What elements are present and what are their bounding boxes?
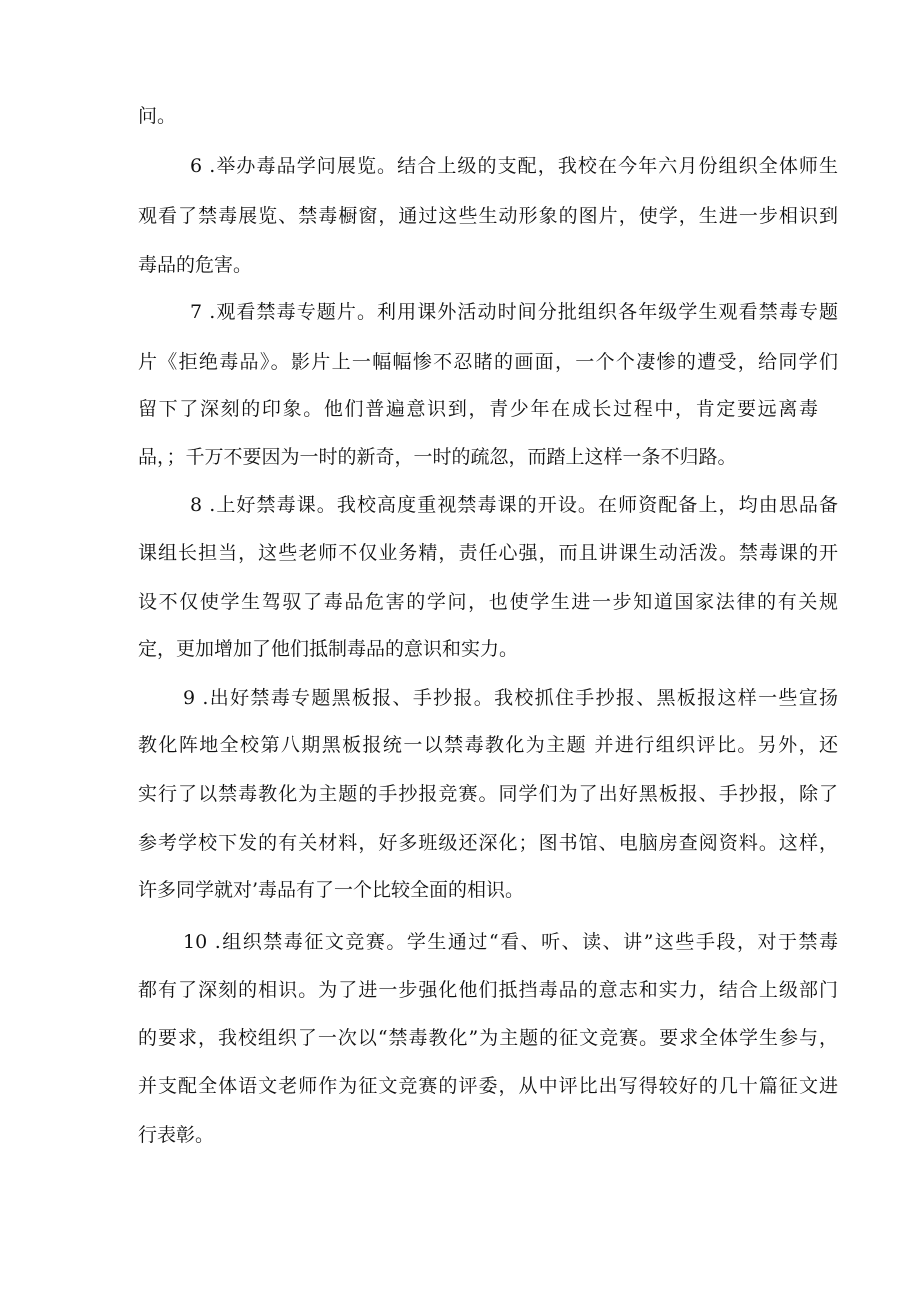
paragraph-8-line-3: 设不仅使学生驾驭了毒品危害的学问，也使学生进一步知道国家法律的有关规 <box>138 591 838 613</box>
paragraph-7-line-3: 留下了深刻的印象。他们普遍意识到，青少年在成长过程中，肯定要远离毒 <box>138 398 818 420</box>
paragraph-8-line-1: 8 .上好禁毒课。我校高度重视禁毒课的开设。在师资配备上，均由思品备 <box>190 494 838 516</box>
paragraph-9-line-5: 许多同学就对’毒品有了一个比较全面的相识。 <box>138 879 525 901</box>
paragraph-9-line-3: 实行了以禁毒教化为主题的手抄报竞赛。同学们为了出好黑板报、手抄报，除了 <box>138 783 838 805</box>
paragraph-6-line-2: 观看了禁毒展览、禁毒橱窗，通过这些生动形象的图片，使学，生进一步相识到 <box>138 205 838 227</box>
paragraph-7-line-2: 片《拒绝毒品》。影片上一幅幅惨不忍睹的画面，一个个凄惨的遭受，给同学们 <box>138 351 838 373</box>
paragraph-6-line-1: 6 .举办毒品学问展览。结合上级的支配，我校在今年六月份组织全体师生 <box>190 155 838 177</box>
paragraph-10-line-4: 并支配全体语文老师作为征文竞赛的评委，从中评比出写得较好的几十篇征文进 <box>138 1075 838 1097</box>
paragraph-9-line-4: 参考学校下发的有关材料，好多班级还深化；图书馆、电脑房查阅资料。这样， <box>138 832 838 854</box>
paragraph-10-line-3: 的要求，我校组织了一次以“禁毒教化”为主题的征文竞赛。要求全体学生参与， <box>138 1027 838 1049</box>
paragraph-6-line-3: 毒品的危害。 <box>138 254 253 276</box>
paragraph-10-line-1: 10 .组织禁毒征文竞赛。学生通过“看、听、读、讲”这些手段，对于禁毒 <box>183 931 838 953</box>
paragraph-8-line-4: 定，更加增加了他们抵制毒品的意识和实力。 <box>138 638 519 660</box>
paragraph-9-line-2: 教化阵地全校第八期黑板报统一以禁毒教化为主题 并进行组织评比。另外，还 <box>138 734 838 756</box>
paragraph-7-line-4: 品，；千万不要因为一时的新奇，一时的疏忽，而踏上这样一条不归路。 <box>138 446 737 468</box>
paragraph-9-line-1: 9 .出好禁毒专题黑板报、手抄报。我校抓住手抄报、黑板报这样一些宣扬 <box>183 687 838 709</box>
paragraph-10-line-2: 都有了深刻的相识。为了进一步强化他们抵挡毒品的意志和实力，结合上级部门 <box>138 979 838 1001</box>
paragraph-7-line-1: 7 .观看禁毒专题片。利用课外活动时间分批组织各年级学生观看禁毒专题 <box>190 301 838 323</box>
paragraph-8-line-2: 课组长担当，这些老师不仅业务精，责任心强，而且讲课生动活泼。禁毒课的开 <box>138 542 838 564</box>
text-line: 问。 <box>138 105 177 127</box>
paragraph-10-line-5: 行表彰。 <box>138 1124 215 1146</box>
